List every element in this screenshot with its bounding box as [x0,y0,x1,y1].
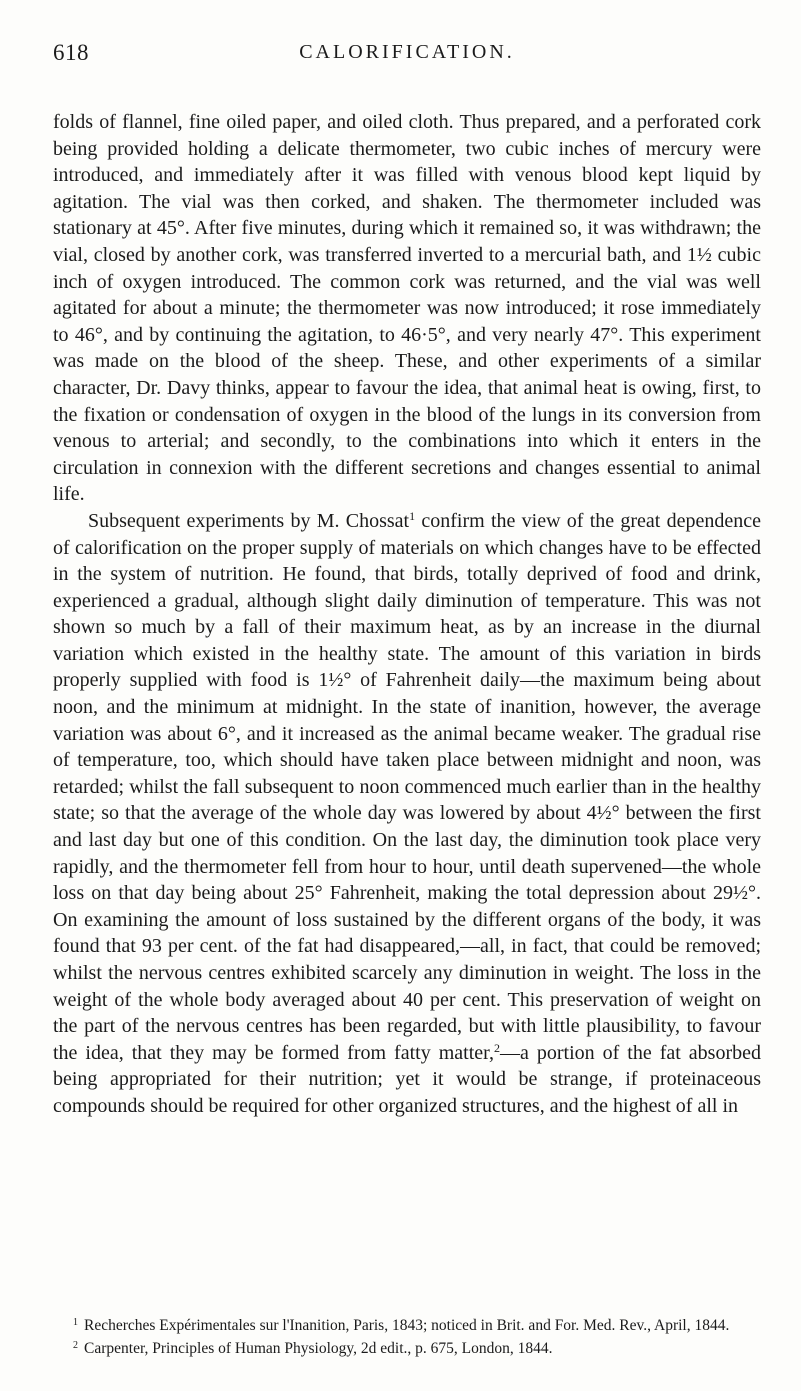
footnote-1 [53,1313,761,1336]
footnote-2-mark: 2 [73,1340,78,1351]
footnotes [53,1313,761,1359]
running-head: CALORIFICATION. [299,41,515,63]
page-number: 618 [53,40,89,65]
page-header [53,40,761,70]
paragraph-1 [53,109,761,508]
paragraph-2-text-a: Subsequent experiments by M. Chossat [88,509,410,532]
paragraph-1-text: folds of flannel, fine oiled paper, and oiled cloth. Thus prepared, and a perforated cork being provided holding a delicate thermometer, two cubic inches of mercury were introduced, and immediately after it was filled with venous blood kept liquid by agitation. The vial was then corked, and shaken. The thermometer included was stationary at 45°. After five minutes, during which it remained so, it was withdrawn; the vial, closed by another cork, was transferred inverted to a mercurial bath, and 1½ cubic inch of oxygen introduced. The common cork was returned, and the vial was well agitated for about a minute; the thermometer was now introduced; it rose immediately to 46°, and by continuing the agitation, to 46·5°, and very nearly 47°. This experiment was made on the blood of the sheep. These, and other experiments of a similar character, Dr. Davy thinks, appear to favour the idea, that animal heat is owing, first, to the fixation or condensation of oxygen in the blood of the lungs in its conversion from venous to arterial; and secondly, to the combinations into which it enters in the circulation in connexion with the different secretions and changes essential to animal life. [53,111,761,506]
paragraph-2-text-c: —a portion of the fat absorbed being appropriated for their nutrition; yet it would be strange, if proteinaceous compounds should be required for other organized structures, and the highest of all in [53,1041,761,1117]
footnote-2 [53,1336,761,1359]
footnote-ref-1: 1 [409,508,416,523]
footnote-1-text: Recherches Expérimentales sur l'Inanition, Paris, 1843; noticed in Brit. and For. Med. Rev., April, 1844. [84,1317,730,1334]
footnote-ref-2: 2 [493,1040,500,1055]
footnote-2-text: Carpenter, Principles of Human Physiology, 2d edit., p. 675, London, 1844. [84,1340,553,1357]
footnote-1-mark: 1 [73,1317,78,1328]
paragraph-2 [53,508,761,1120]
paragraph-2-text-b: confirm the view of the great dependence of calorification on the proper supply of materials on which changes have to be effected in the system of nutrition. He found, that birds, totally deprived of food and drink, experienced a gradual, although slight daily diminution of temperature. This was not shown so much by a fall of their maximum heat, as by an increase in the diurnal variation which existed in the healthy state. The amount of this variation in birds properly supplied with food is 1½° of Fahrenheit daily—the maximum being about noon, and the minimum at midnight. In the state of inanition, however, the average variation was about 6°, and it increased as the animal became weaker. The gradual rise of temperature, too, which should have taken place between midnight and noon, was retarded; whilst the fall subsequent to noon commenced much earlier than in the healthy state; so that the average of the whole day was lowered by about 4½° between the first and last day but one of this condition. On the last day, the diminution took place very rapidly, and the thermometer fell from hour to hour, until death supervened—the whole loss on that day being about 25° Fahrenheit, making the total depression about 29½°. On examining the amount of loss sustained by the different organs of the body, it was found that 93 per cent. of the fat had disappeared,—all, in fact, that could be removed; whilst the nervous centres exhibited scarcely any diminution in weight. The loss in the weight of the whole body averaged about 40 per cent. This preservation of weight on the part of the nervous centres has been regarded, but with little plausibility, to favour the idea, that they may be formed from fatty matter, [53,509,761,1064]
body-text [53,109,761,1120]
